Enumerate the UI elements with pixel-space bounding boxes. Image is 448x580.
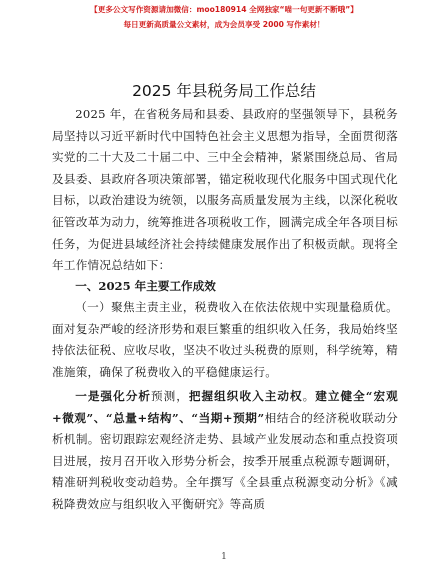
section-1-heading: 一、2025 年主要工作成效 xyxy=(75,279,216,293)
point-1-paragraph xyxy=(52,386,398,516)
point-1-text-c: 相结合的经济税收联动分析机制。密切跟踪宏观经济走势、县域产业发展动态和重点投资项目进展，按月召开收入形势分析会，按季开展重点税源专题调研，精准研判税收变动趋势。全年撰写《全县重点税源变动分析》《减税降费效应与组织收入平衡研究》等高质 xyxy=(52,410,398,511)
promo-banner-line-2: 每日更新高质量公文素材，成为会员享受 2000 写作素材！ xyxy=(123,20,325,29)
subsection-1-text: （一）聚焦主责主业，税费收入在依法依规中实现量稳质优。面对复杂严峻的经济形势和艰巨繁重的组织收入任务，我局始终坚持依法征税、应收尽收，坚决不收过头税费的原则，科学统筹，精准施策，确保了税费收入的平稳健康运行。 xyxy=(52,300,398,379)
point-1-text xyxy=(52,386,398,516)
page-number: 1 xyxy=(221,552,227,562)
point-1-text-a: 预测， xyxy=(151,389,189,403)
document-title: 2025 年县税务局工作总结 xyxy=(132,82,316,100)
point-1-bold-theme: 把握组织收入主动权 xyxy=(188,389,303,403)
intro-paragraph xyxy=(52,104,398,277)
intro-text: 2025 年，在省税务局和县委、县政府的坚强领导下，县税务局坚持以习近平新时代中国特色社会主义思想为指导，全面贯彻落实党的二十大及二十届二中、三中全会精神，紧紧围绕总局、省局及县委、县政府各项决策部署，锚定税收现代化服务中国式现代化目标，以政治建设为统领，以服务高质量发展为主线，以深化税收征管改革为动力，统筹推进各项税收工作，圆满完成全年各项目标任务，为促进县域经济社会持续健康发展作出了积极贡献。现将全年工作情况总结如下： xyxy=(52,107,398,273)
point-1-text-b: 。 xyxy=(302,389,316,403)
subsection-1-paragraph xyxy=(52,297,398,383)
point-1-bold-mechanism: 建立健全“宏观+微观”、“总量+结构”、“当期+预期” xyxy=(52,389,398,425)
point-1-bold-lead: 一是强化分析 xyxy=(75,389,151,403)
promo-banner-line-1: 【更多公文写作资源请加微信：moo180914 全网独家“喵一句更新不断哦”】 xyxy=(90,5,358,14)
